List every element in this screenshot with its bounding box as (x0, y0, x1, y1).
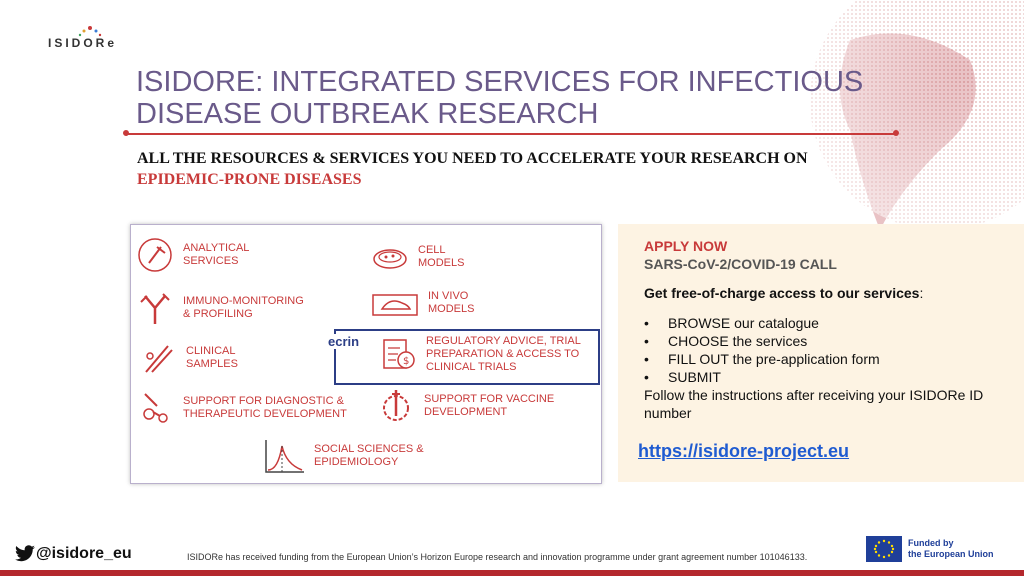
steps-list (644, 314, 880, 386)
access-bold: Get free-of-charge access to our services (644, 285, 920, 301)
step-keyword: BROWSE (668, 315, 731, 331)
step-text: the pre-application form (728, 351, 880, 367)
title-divider (126, 133, 898, 135)
service-label: THERAPEUTIC DEVELOPMENT (183, 408, 347, 420)
service-label: CELL (418, 244, 446, 256)
subtitle-highlight: EPIDEMIC-PRONE DISEASES (137, 171, 362, 188)
list-item (644, 368, 880, 386)
eu-text-line: the European Union (908, 549, 994, 559)
service-immuno (135, 288, 304, 328)
service-label: ANALYTICAL (183, 242, 250, 254)
twitter-icon (14, 545, 36, 563)
page-title: ISIDORE: INTEGRATED SERVICES FOR INFECTIOUS DISEASE OUTBREAK RESEARCH (136, 66, 864, 130)
funding-statement: ISIDORe has received funding from the European Union’s Horizon Europe research and innovation programme under grant agreement number 101046133. (187, 552, 808, 562)
logo-text: ISIDORe (48, 36, 118, 50)
eu-funding-badge (866, 536, 994, 562)
service-label: MODELS (418, 257, 465, 269)
step-keyword: FILL OUT (668, 351, 729, 367)
step-text: the services (728, 333, 808, 349)
service-regulatory (378, 334, 581, 374)
call-name: SARS-CoV-2/COVID-19 CALL (644, 256, 837, 272)
apply-panel (618, 224, 1024, 482)
service-label: SOCIAL SCIENCES & (314, 443, 424, 455)
service-label: EPIDEMIOLOGY (314, 456, 399, 468)
twitter-text: @isidore_eu (36, 545, 132, 562)
microscope-icon (135, 235, 175, 275)
service-label: DEVELOPMENT (424, 406, 508, 418)
list-item (644, 350, 880, 368)
clipboard-icon (378, 334, 418, 374)
molecule-icon (135, 388, 175, 428)
service-diagnostic (135, 388, 347, 428)
step-keyword: SUBMIT (668, 369, 721, 385)
service-cell-models (370, 237, 464, 277)
service-label: IN VIVO (428, 290, 469, 302)
followup-text: Follow the instructions after receiving your ISIDORe ID number (644, 387, 984, 421)
antibody-icon (135, 288, 175, 328)
service-label: SUPPORT FOR DIAGNOSTIC & (183, 395, 344, 407)
list-item (644, 332, 880, 350)
project-website-link[interactable]: https://isidore-project.eu (638, 441, 850, 461)
test-tube-icon (138, 338, 178, 378)
service-label: SAMPLES (186, 358, 238, 370)
curve-chart-icon (262, 436, 306, 476)
svg-text:$: $ (403, 356, 410, 367)
service-label: SERVICES (183, 255, 239, 267)
step-keyword: CHOOSE (668, 333, 729, 349)
subtitle-text: ALL THE RESOURCES & SERVICES YOU NEED TO ACCELERATE YOUR RESEARCH ON (137, 150, 808, 167)
divider-dot-right (893, 130, 899, 136)
divider-dot-left (123, 130, 129, 136)
footer-bar (0, 570, 1024, 576)
access-tail: : (919, 285, 924, 301)
ecrin-logo: ecrin (328, 334, 360, 349)
twitter-handle[interactable] (14, 545, 132, 563)
service-label: CLINICAL (186, 345, 236, 357)
service-label: IMMUNO-MONITORING (183, 295, 304, 307)
service-in-vivo (370, 283, 474, 323)
vaccine-gear-icon (376, 386, 416, 426)
service-analytical (135, 235, 249, 275)
eu-flag-icon (866, 536, 902, 562)
isidore-logo (48, 24, 138, 58)
service-label: & PROFILING (183, 308, 253, 320)
subtitle (137, 148, 837, 190)
mouse-icon (370, 283, 420, 323)
list-item (644, 314, 880, 332)
apply-heading: APPLY NOW (644, 238, 728, 254)
service-vaccine (376, 386, 554, 426)
eu-text-line: Funded by (908, 538, 954, 548)
service-label: CLINICAL TRIALS (426, 360, 517, 373)
service-label: SUPPORT FOR VACCINE (424, 393, 555, 405)
service-label: REGULATORY ADVICE, TRIAL (426, 334, 581, 347)
service-label: PREPARATION & ACCESS TO (426, 347, 580, 360)
service-clinical-samples (138, 338, 238, 378)
petri-dish-icon (370, 237, 410, 277)
service-label: MODELS (428, 303, 475, 315)
service-social-sciences (262, 436, 424, 476)
step-text: our catalogue (730, 315, 819, 331)
access-text (644, 285, 923, 301)
